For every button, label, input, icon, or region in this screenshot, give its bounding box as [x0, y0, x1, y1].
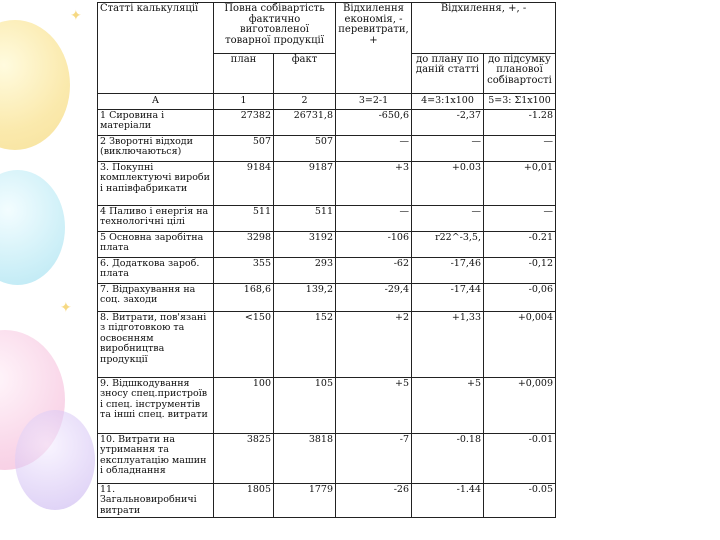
row-name: 4 Паливо і енергія на технологічні цілі [98, 205, 214, 231]
index-cell: 5=3: Σ1х100 [484, 94, 556, 110]
row-pct-total: -0,06 [484, 283, 556, 311]
row-deviation: — [336, 135, 412, 161]
row-name: 11. Загальновиробничі витрати [98, 483, 214, 518]
row-fact: 26731,8 [274, 109, 336, 135]
row-name: 2 Зворотні відходи (виключаються) [98, 135, 214, 161]
purple-balloon-decoration [15, 410, 95, 510]
header-full-cost: Повна собівартість фактично виготовленої товарної продукції [214, 3, 336, 54]
table-row [98, 161, 556, 205]
row-deviation: -106 [336, 231, 412, 257]
row-plan: 100 [214, 377, 274, 433]
header-deviation-percent: Відхилення, +, - [412, 3, 556, 54]
table-row [98, 231, 556, 257]
row-deviation: -26 [336, 483, 412, 518]
table-row [98, 483, 556, 518]
row-name: 8. Витрати, пов'язані з підготовкою та освоєнням виробництва продукції [98, 311, 214, 377]
row-fact: 293 [274, 257, 336, 283]
header-to-total: до підсумку планової собівартості [484, 53, 556, 93]
index-cell: 2 [274, 94, 336, 110]
row-name: 9. Відшкодування зносу спец.пристроїв і спец. інструментів та інші спец. витрати [98, 377, 214, 433]
cost-deviation-table-container [97, 2, 555, 518]
row-deviation: -650,6 [336, 109, 412, 135]
sparkle-icon: ✦ [60, 300, 72, 316]
row-plan: 168,6 [214, 283, 274, 311]
index-cell: 1 [214, 94, 274, 110]
row-name: 5 Основна заробітна плата [98, 231, 214, 257]
row-name: 10. Витрати на утримання та експлуатацію машин і обладнання [98, 433, 214, 483]
row-plan: 27382 [214, 109, 274, 135]
row-pct-plan: -2,37 [412, 109, 484, 135]
index-cell: 3=2-1 [336, 94, 412, 110]
row-pct-total: -0,12 [484, 257, 556, 283]
table-row [98, 205, 556, 231]
row-plan: <150 [214, 311, 274, 377]
row-pct-plan: — [412, 135, 484, 161]
row-pct-total: — [484, 135, 556, 161]
row-fact: 139,2 [274, 283, 336, 311]
row-pct-total: +0,009 [484, 377, 556, 433]
row-plan: 507 [214, 135, 274, 161]
row-name: 6. Додаткова зароб. плата [98, 257, 214, 283]
table-row [98, 135, 556, 161]
header-plan: план [214, 53, 274, 93]
row-deviation: +5 [336, 377, 412, 433]
row-pct-plan: +5 [412, 377, 484, 433]
row-fact: 152 [274, 311, 336, 377]
header-to-plan: до плану по даній статті [412, 53, 484, 93]
header-cost-items: Статті калькуляції [98, 3, 214, 94]
row-deviation: -7 [336, 433, 412, 483]
index-cell: А [98, 94, 214, 110]
index-cell: 4=3:1х100 [412, 94, 484, 110]
row-name: 7. Відрахування на соц. заходи [98, 283, 214, 311]
row-fact: 105 [274, 377, 336, 433]
row-fact: 511 [274, 205, 336, 231]
row-deviation: -29,4 [336, 283, 412, 311]
table-row [98, 257, 556, 283]
blue-balloon-decoration [0, 170, 65, 285]
row-plan: 511 [214, 205, 274, 231]
row-fact: 507 [274, 135, 336, 161]
row-pct-total: -0.21 [484, 231, 556, 257]
row-pct-plan: — [412, 205, 484, 231]
table-body [98, 109, 556, 518]
row-fact: 1779 [274, 483, 336, 518]
row-name: 1 Сировина і матеріали [98, 109, 214, 135]
row-pct-plan: -0.18 [412, 433, 484, 483]
row-fact: 9187 [274, 161, 336, 205]
cost-deviation-table [97, 2, 556, 518]
row-pct-total: +0,01 [484, 161, 556, 205]
row-pct-plan: -17,44 [412, 283, 484, 311]
row-plan: 9184 [214, 161, 274, 205]
row-pct-plan: r22^-3,5, [412, 231, 484, 257]
row-pct-plan: +1,33 [412, 311, 484, 377]
row-deviation: +2 [336, 311, 412, 377]
row-pct-total: — [484, 205, 556, 231]
row-pct-total: -0.01 [484, 433, 556, 483]
column-index-row [98, 94, 556, 110]
row-pct-plan: -1.44 [412, 483, 484, 518]
row-pct-plan: -17,46 [412, 257, 484, 283]
row-pct-plan: +0.03 [412, 161, 484, 205]
table-row [98, 283, 556, 311]
row-plan: 355 [214, 257, 274, 283]
row-deviation: -62 [336, 257, 412, 283]
table-row [98, 377, 556, 433]
header-deviation-absolute: Відхилення економія, - перевитрати, + [336, 3, 412, 94]
row-plan: 3298 [214, 231, 274, 257]
row-deviation: +3 [336, 161, 412, 205]
table-row [98, 433, 556, 483]
row-fact: 3192 [274, 231, 336, 257]
header-fact: факт [274, 53, 336, 93]
table-row [98, 311, 556, 377]
row-name: 3. Покупні комплектуючі вироби і напівфабрикати [98, 161, 214, 205]
row-fact: 3818 [274, 433, 336, 483]
row-pct-total: +0,004 [484, 311, 556, 377]
row-plan: 3825 [214, 433, 274, 483]
sparkle-icon: ✦ [70, 8, 82, 24]
row-pct-total: -1.28 [484, 109, 556, 135]
row-pct-total: -0.05 [484, 483, 556, 518]
row-deviation: — [336, 205, 412, 231]
table-row [98, 109, 556, 135]
row-plan: 1805 [214, 483, 274, 518]
yellow-balloon-decoration [0, 20, 70, 150]
